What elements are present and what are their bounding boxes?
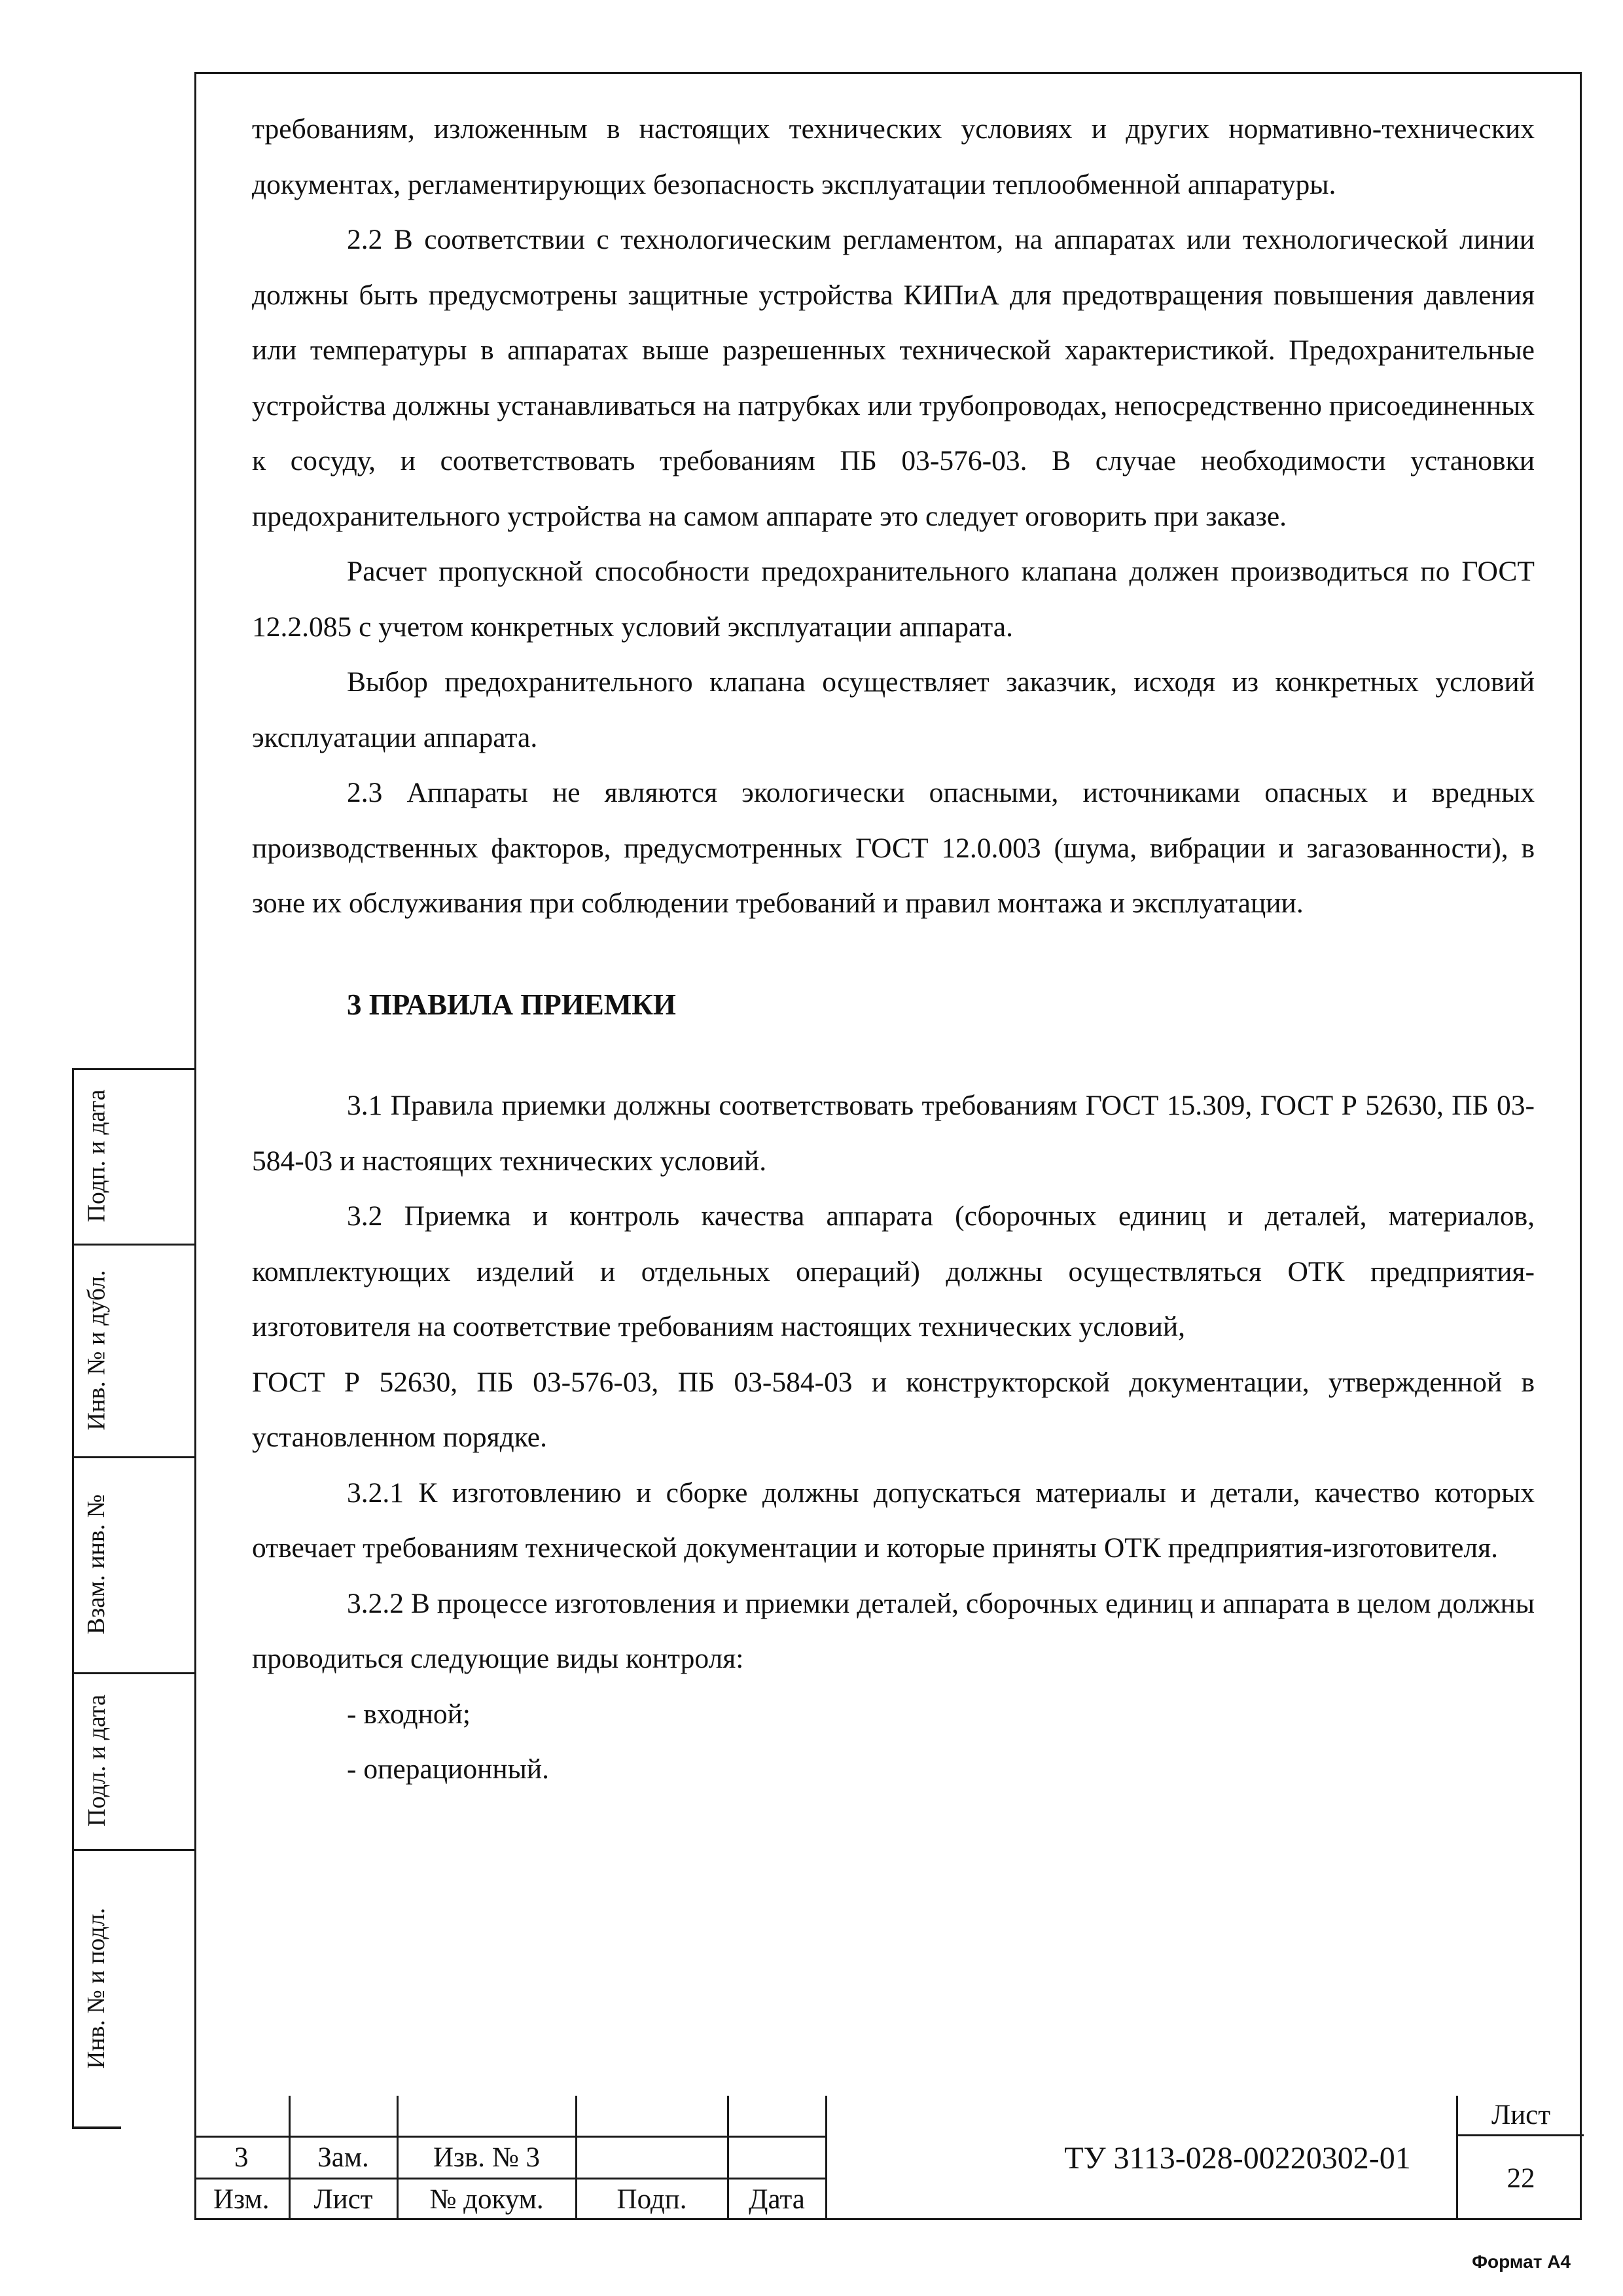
body-text xyxy=(252,101,1535,1797)
side-label: Инв. № и дубл. xyxy=(82,1270,111,1430)
sheet-box xyxy=(1456,2096,1582,2220)
header-doc-number: № докум. xyxy=(397,2178,576,2220)
side-label: Подп. и дата xyxy=(82,1089,111,1223)
list-item: - операционный. xyxy=(347,1753,550,1785)
side-label: Взам. инв. № xyxy=(82,1494,111,1635)
signature-cell xyxy=(576,2136,728,2178)
sheet-number: 22 xyxy=(1507,2162,1535,2194)
side-divider xyxy=(72,2127,121,2129)
header-date: Дата xyxy=(728,2178,826,2220)
header-signature: Подп. xyxy=(576,2178,728,2220)
paragraph: ГОСТ Р 52630, ПБ 03-576-03, ПБ 03-584-03 и конструкторской документации, утвержденной в установленном порядке. xyxy=(252,1366,1535,1453)
notice-number: Изв. № 3 xyxy=(397,2136,576,2178)
side-label: Инв. № и подл. xyxy=(82,1907,111,2069)
list-item: - входной; xyxy=(347,1698,471,1730)
paragraph: 3.1 Правила приемки должны соответствовать требованиям ГОСТ 15.309, ГОСТ Р 52630, ПБ 03-584-03 и настоящих технических условий. xyxy=(252,1090,1535,1177)
header-change: Изм. xyxy=(194,2178,289,2220)
paragraph: 2.2 В соответствии с технологическим регламентом, на аппаратах или технологической линии должны быть предусмотрены защитные устройства КИПиА для предотвращения повышения давления или температуры в аппаратах выше разрешенных технической характеристикой. Предохранительные устройства должны устанавливаться на патрубках или трубопроводах, непосредственно присоединенных к сосуду, и соответствовать требованиям ПБ 03-576-03. В случае необходимости установки предохранительного устройства на самом аппарате это следует оговорить при заказе. xyxy=(252,224,1535,532)
date-cell xyxy=(728,2136,826,2178)
paragraph: 3.2.2 В процессе изготовления и приемки деталей, сборочных единиц и аппарата в целом должны проводиться следующие виды контроля: xyxy=(252,1587,1535,1674)
side-label: Подл. и дата xyxy=(82,1695,111,1827)
format-label: Формат А4 xyxy=(1472,2251,1571,2272)
document-code: ТУ 3113-028-00220302-01 xyxy=(1064,2140,1411,2176)
title-block xyxy=(194,2096,1582,2220)
header-sheet: Лист xyxy=(289,2178,397,2220)
paragraph: 3.2 Приемка и контроль качества аппарата (сборочных единиц и деталей, материалов, комплектующих изделий и отдельных операций) должны осуществляться ОТК предприятия-изготовителя на соответствие требованиям настоящих технических условий, xyxy=(252,1200,1535,1342)
paragraph: 3.2.1 К изготовлению и сборке должны допускаться материалы и детали, качество которых отвечает требованиям технической документации и которые приняты ОТК предприятия-изготовителя. xyxy=(252,1477,1535,1564)
paragraph: требованиям, изложенным в настоящих технических условиях и других нормативно-технических документах, регламентирующих безопасность эксплуатации теплообменной аппаратуры. xyxy=(252,113,1535,200)
paragraph: Выбор предохранительного клапана осуществляет заказчик, исходя из конкретных условий эксплуатации аппарата. xyxy=(252,666,1535,753)
sheet-label: Лист xyxy=(1458,2096,1584,2136)
revision-number: 3 xyxy=(194,2136,289,2178)
paragraph: 2.3 Аппараты не являются экологически опасными, источниками опасных и вредных производственных факторов, предусмотренных ГОСТ 12.0.003 (шума, вибрации и загазованности), в зоне их обслуживания при соблюдении требований и правил монтажа и эксплуатации. xyxy=(252,777,1535,919)
revision-type: Зам. xyxy=(289,2136,397,2178)
section-heading: 3 ПРАВИЛА ПРИЕМКИ xyxy=(347,988,676,1021)
paragraph: Расчет пропускной способности предохранительного клапана должен производиться по ГОСТ 12.2.085 с учетом конкретных условий эксплуатации аппарата. xyxy=(252,556,1535,643)
revision-table xyxy=(194,2096,827,2220)
